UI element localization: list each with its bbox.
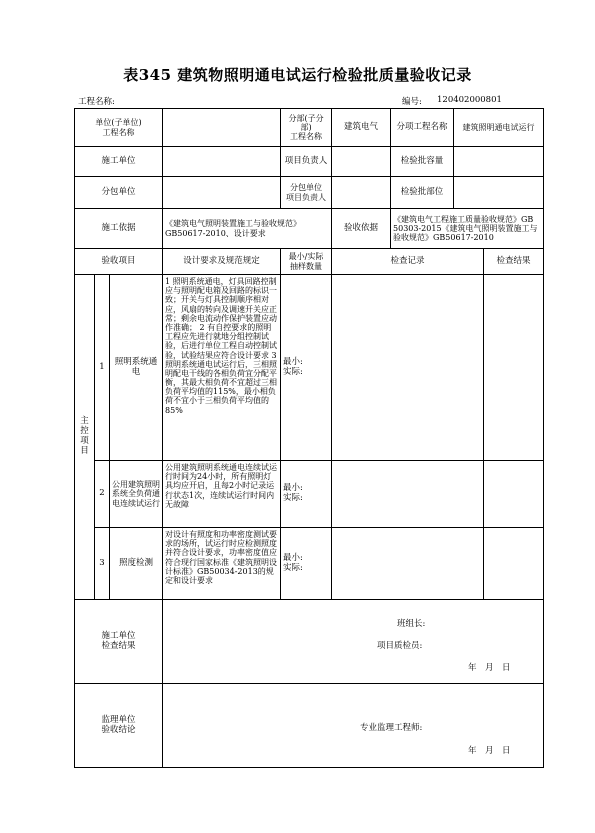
item-sample (281, 528, 332, 600)
item-result[interactable] (484, 461, 544, 528)
header-row-4 (75, 209, 544, 249)
item-sample (281, 461, 332, 528)
sample-actual-label: 实际: (283, 493, 303, 503)
header-row-2 (75, 147, 544, 177)
contractor-result-area[interactable] (163, 600, 544, 684)
engineer-label: 专业监理工程师: (360, 723, 423, 733)
item-no: 2 (95, 461, 110, 528)
header-row-1 (75, 109, 544, 147)
date-label: 年 月 日 (468, 746, 511, 756)
header-row-3 (75, 177, 544, 209)
code-value: 120402000801 (437, 95, 502, 105)
construction-basis-label: 施工依据 (75, 209, 163, 249)
sample-actual-label: 实际: (283, 562, 303, 573)
sample-min-label: 最小: (283, 483, 303, 494)
contractor-value[interactable] (163, 147, 281, 177)
col-header-item: 验收项目 (75, 249, 163, 275)
item-row-2 (75, 461, 544, 528)
item-sample (281, 275, 332, 461)
project-manager-value[interactable] (332, 147, 391, 177)
subcontractor-value[interactable] (163, 177, 281, 209)
col-header-result: 检查结果 (484, 249, 544, 275)
division-name-label: 分部(子分部) 工程名称 (281, 109, 332, 147)
unit-name-value[interactable] (163, 109, 281, 147)
item-result[interactable] (484, 528, 544, 600)
contractor-result-row (75, 600, 544, 684)
batch-capacity-label: 检验批容量 (391, 147, 454, 177)
code-label: 编号: (402, 97, 422, 107)
date-label: 年 月 日 (468, 663, 511, 673)
item-name: 照度检测 (110, 528, 163, 600)
contractor-label: 施工单位 (75, 147, 163, 177)
sub-project-manager-value[interactable] (332, 177, 391, 209)
item-record[interactable] (332, 528, 484, 600)
acceptance-basis-label: 验收依据 (332, 209, 391, 249)
supervisor-conclusion-area[interactable] (163, 684, 544, 768)
acceptance-basis-value: 《建筑电气工程施工质量验收规范》GB 50303-2015《建筑电气照明装置施工与验收规范》GB50617-2010 (391, 209, 544, 249)
sub-project-manager-label: 分包单位 项目负责人 (281, 177, 332, 209)
col-header-record: 检查记录 (332, 249, 484, 275)
item-record[interactable] (332, 275, 484, 461)
column-header-row (75, 249, 544, 275)
contractor-result-label: 施工单位 检查结果 (75, 600, 163, 684)
item-name: 公用建筑照明系统全负荷通电连续试运行 (110, 461, 163, 528)
main-items-label: 主 控 项 目 (75, 275, 95, 600)
batch-part-value[interactable] (454, 177, 544, 209)
sample-min-label: 最小: (283, 552, 303, 563)
batch-capacity-value[interactable] (454, 147, 544, 177)
unit-name-label: 单位(子单位) 工程名称 (75, 109, 163, 147)
col-header-sample: 最小/实际 抽样数量 (281, 249, 332, 275)
team-leader-label: 班组长: (397, 619, 426, 629)
subitem-name-label: 分项工程名称 (391, 109, 454, 147)
item-name: 照明系统通电 (110, 275, 163, 461)
item-record[interactable] (332, 461, 484, 528)
subcontractor-label: 分包单位 (75, 177, 163, 209)
col-header-requirement: 设计要求及规范规定 (163, 249, 281, 275)
sample-actual-label: 实际: (283, 366, 303, 377)
project-manager-label: 项目负责人 (281, 147, 332, 177)
subitem-name-value[interactable]: 建筑照明通电试运行 (454, 109, 544, 147)
division-name-value[interactable]: 建筑电气 (332, 109, 391, 147)
item-no: 1 (95, 275, 110, 461)
inspection-record-table (74, 108, 544, 768)
construction-basis-value: 《建筑电气照明装置施工与验收规范》GB50617-2010、设计要求 (163, 209, 332, 249)
supervisor-result-row (75, 684, 544, 768)
sample-min-label: 最小: (283, 356, 303, 367)
supervisor-conclusion-label: 监理单位 验收结论 (75, 684, 163, 768)
item-requirement: 1 照明系统通电，灯具回路控制应与照明配电箱及回路的标识一致；开关与灯具控制顺序相对应，风扇的转向及调速开关应正常；剩余电流动作保护装置应动作准确； 2 有自控要求的照明工程应先进行就地分组控制试验，后进行单位工程自动控制试验，试验结果应符合设计要求 3 照明系统通电试运行后，三相照明配电干线的各相负荷宜分配平衡，其最大相负荷不宜超过三相负荷平均值的115%，最小相负荷不宜小于三相负荷平均值的85% (163, 275, 281, 461)
page-title: 表345 建筑物照明通电试运行检验批质量验收记录 (123, 66, 472, 84)
item-row-1 (75, 275, 544, 461)
project-name-label: 工程名称: (78, 97, 115, 107)
item-requirement: 对设计有照度和功率密度测试要求的场所，试运行时应检测照度并符合设计要求，功率密度值应符合现行国家标准《建筑照明设计标准》GB50034-2013的规定和设计要求 (163, 528, 281, 600)
item-requirement: 公用建筑照明系统通电连续试运行时间为24小时，所有照明灯具均应开启，且每2小时记录运行状态1次，连续试运行时间内无故障 (163, 461, 281, 528)
item-row-3 (75, 528, 544, 600)
item-no: 3 (95, 528, 110, 600)
batch-part-label: 检验批部位 (391, 177, 454, 209)
item-result[interactable] (484, 275, 544, 461)
inspector-label: 项目质检员: (377, 641, 423, 651)
